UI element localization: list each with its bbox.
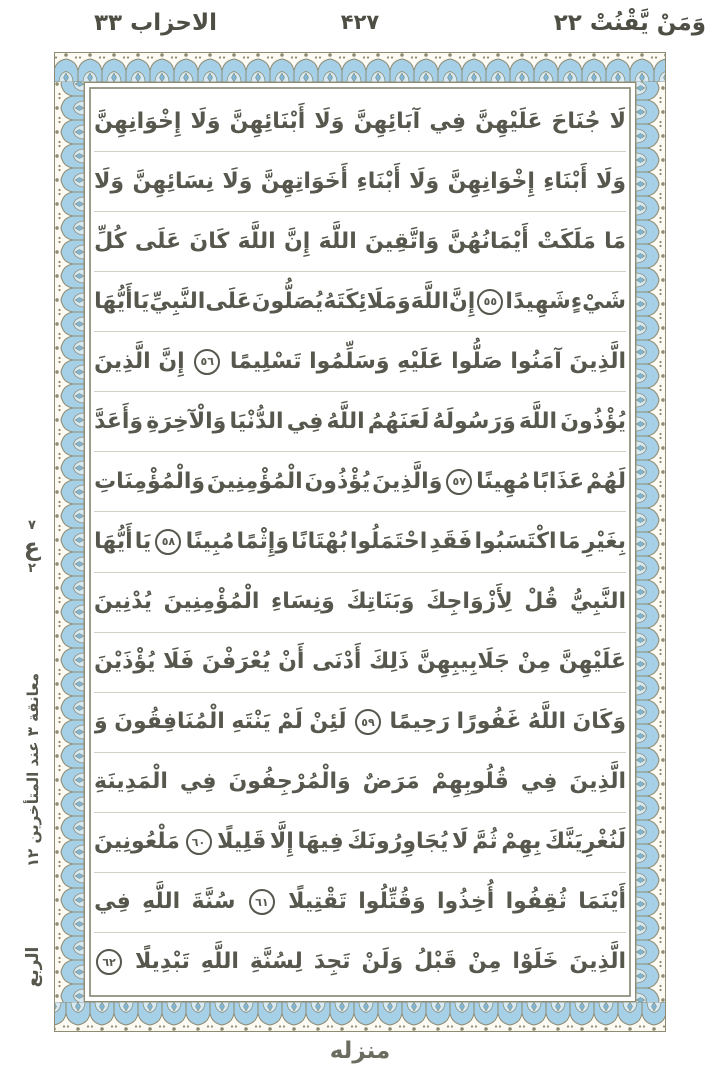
quran-word: يُؤْذُونَ — [560, 408, 626, 434]
quran-word: وَاتَّقِينَ — [365, 228, 440, 254]
quran-line — [94, 512, 626, 572]
quran-word: الْمَدِينَةِ — [94, 769, 168, 795]
quran-word: كَانَ — [189, 228, 230, 254]
quran-word: الدُّنْيَا — [229, 408, 284, 434]
quran-word: آمَنُوا — [510, 348, 562, 374]
quran-word: اللَّهَ — [318, 228, 357, 254]
quran-word: الْمُؤْمِنِينَ — [206, 468, 303, 494]
quran-word: فِي — [520, 769, 558, 795]
quran-word: مُهِينًا — [476, 468, 531, 494]
quran-word: سُنَّةَ — [191, 889, 236, 915]
ruku-letter: ع — [23, 533, 41, 562]
quran-word: ذَلِكَ — [369, 649, 410, 675]
quran-word: فِي — [94, 889, 131, 915]
quran-word: وَإِثْمًا — [236, 528, 290, 554]
quran-word: ثُمَّ — [472, 829, 498, 855]
quran-word: فِيهَا — [297, 829, 344, 855]
quran-word: تَبْدِيلًا — [134, 949, 190, 975]
quran-word: أَخَوَاتِهِنَّ — [260, 168, 349, 194]
quarter-marker: الربع — [23, 946, 43, 988]
quran-word: وَلَا — [190, 108, 221, 134]
quran-word: يَا — [134, 528, 152, 554]
quran-word: شَيْءٍ — [570, 288, 626, 314]
quran-line — [94, 392, 626, 452]
quran-line — [94, 452, 626, 512]
ruku-number-top: ۷ — [28, 518, 36, 534]
quran-line — [94, 813, 626, 873]
quran-word: أَيُّهَا — [94, 288, 133, 314]
quran-word: عَلَيْهِنَّ — [475, 108, 543, 134]
quran-word: فِي — [179, 769, 217, 795]
quran-word: فِي — [286, 408, 324, 434]
quran-word: وَالْمُؤْمِنَاتِ — [94, 468, 206, 494]
ayah-end-marker: ٦٢ — [96, 949, 122, 975]
quran-word: عَلَى — [205, 288, 252, 314]
quran-word: لَهُمْ — [585, 468, 626, 494]
quran-word: أُخِذُوا — [436, 889, 495, 915]
quran-line — [94, 633, 626, 693]
quran-word: وَأَعَدَّ — [94, 408, 144, 434]
quran-word: يَنْتَهِ — [231, 709, 271, 735]
quran-text-block — [94, 92, 626, 992]
quran-word: عَذَابًا — [532, 468, 585, 494]
quran-word: مُبِينًا — [185, 528, 235, 554]
quran-line — [94, 152, 626, 212]
quran-word: الْمُنَافِقُونَ — [114, 709, 225, 735]
quran-word: اللَّهَ — [410, 288, 449, 314]
quran-word: فَقَدِ — [429, 528, 473, 554]
quran-word: شَهِيدًا — [505, 288, 571, 314]
quran-word: لِأَزْوَاجِكَ — [426, 589, 513, 615]
quran-word: إِخْوَانِهِنَّ — [94, 108, 182, 134]
quran-word: مَا — [604, 228, 626, 254]
quran-word: وَسَلِّمُوا — [309, 348, 390, 374]
quran-word: وَلَا — [314, 108, 345, 134]
quran-word: عَلَيْهِنَّ — [558, 649, 626, 675]
quran-word: قَلِيلًا — [217, 829, 267, 855]
ayah-end-marker: ٦١ — [249, 889, 275, 915]
quran-word: يُؤْذَيْنَ — [94, 649, 156, 675]
quran-word: عَلَى — [134, 228, 182, 254]
quran-word: اللَّهَ — [237, 228, 276, 254]
quran-word: وَالْمُرْجِفُونَ — [228, 769, 351, 795]
quran-word: يُدْنِينَ — [94, 589, 153, 615]
quran-word: لَئِنْ — [309, 709, 347, 735]
quran-word: يُؤْذُونَ — [304, 468, 371, 494]
quran-word: بُهْتَانًا — [291, 528, 348, 554]
quran-word: وَلَا — [222, 168, 253, 194]
quran-word: إِنَّ — [448, 288, 476, 314]
quran-word: تَسْلِيمًا — [229, 348, 302, 374]
quran-word: لَا — [452, 829, 469, 855]
quran-word: وَالَّذِينَ — [372, 468, 443, 494]
quran-word: بِغَيْرِ — [582, 528, 626, 554]
quran-word: الَّذِينَ — [569, 949, 626, 975]
quran-word: اللَّهُ — [326, 408, 365, 434]
quran-word: مَلْعُونِينَ — [94, 829, 180, 855]
quran-word: قُلْ — [524, 589, 559, 615]
quran-word: تَقْتِيلًا — [288, 889, 347, 915]
quran-line — [94, 212, 626, 272]
quran-word: اللَّهُ — [527, 709, 566, 735]
quran-word: فِي — [429, 108, 467, 134]
quran-word: يُعْرَفْنَ — [201, 649, 271, 675]
quran-word: اكْتَسَبُوا — [474, 528, 557, 554]
quran-word: غَفُورًا — [456, 709, 522, 735]
quran-line — [94, 873, 626, 933]
ayah-end-marker: ٥٦ — [194, 349, 220, 375]
margin-note: معانقة ۳ عند المتأخرين ۱۲ — [24, 672, 42, 868]
quran-word: قَبْلُ — [414, 949, 458, 975]
quran-word: لِسُنَّةِ — [249, 949, 303, 975]
quran-line — [94, 693, 626, 753]
quran-word: أَبْنَاءِ — [356, 168, 401, 194]
ayah-end-marker: ٥٧ — [446, 469, 472, 495]
quran-word: إِخْوَانِهِنَّ — [447, 168, 535, 194]
quran-word: يُصَلُّونَ — [251, 288, 324, 314]
quran-word: مِنْ — [517, 649, 552, 675]
ruku-number-bottom: ۲ — [28, 560, 36, 576]
quran-word: كُلِّ — [94, 228, 127, 254]
quran-word: أَدْنَى — [312, 649, 362, 675]
quran-word: أَيُّهَا — [94, 528, 133, 554]
quran-line — [94, 92, 626, 152]
quran-word: أَبْنَاءِ — [543, 168, 588, 194]
quran-word: وَرَسُولَهُ — [432, 408, 516, 434]
quran-line — [94, 933, 626, 992]
quran-word: عَلَيْهِ — [397, 348, 444, 374]
quran-word: اللَّهَ — [518, 408, 558, 434]
quran-word: النَّبِيُّ — [569, 589, 626, 615]
quran-word: جَلَابِيبِهِنَّ — [416, 649, 510, 675]
quran-word: وَالْآخِرَةِ — [146, 408, 227, 434]
quran-word: إِنَّ — [283, 228, 311, 254]
surah-marker: الاحزاب ۳۳ — [94, 10, 217, 36]
quran-word: وَلَنْ — [361, 949, 404, 975]
quran-word: النَّبِيِّ — [149, 288, 206, 314]
quran-word: خَلَوْا — [512, 949, 559, 975]
ayah-end-marker: ٦٠ — [186, 829, 212, 855]
quran-word: وَلَا — [595, 168, 626, 194]
quran-word: رَحِيمًا — [389, 709, 450, 735]
quran-word: يَا — [132, 288, 150, 314]
quran-word: لَعَنَهُمُ — [367, 408, 430, 434]
ayah-end-marker: ٥٩ — [355, 709, 381, 735]
quran-word: فَلَا — [163, 649, 195, 675]
quran-word: إِنَّ — [158, 348, 185, 374]
quran-word: أَبْنَائِهِنَّ — [229, 108, 306, 134]
quran-word: جُنَاحَ — [551, 108, 601, 134]
quran-line — [94, 753, 626, 813]
quran-word: نِسَائِهِنَّ — [132, 168, 214, 194]
ayah-end-marker: ٥٥ — [477, 289, 503, 315]
quran-word: مَرَضٌ — [362, 769, 420, 795]
quran-word: أَيْنَمَا — [578, 889, 626, 915]
quran-word: وَمَلَائِكَتَهُ — [323, 288, 411, 314]
quran-word: مِنْ — [468, 949, 502, 975]
quran-word: الَّذِينَ — [94, 348, 151, 374]
quran-word: لَا — [609, 108, 626, 134]
ayah-end-marker: ٥٨ — [155, 529, 181, 555]
quran-word: وَبَنَاتِكَ — [346, 589, 415, 615]
quran-word: أَنْ — [278, 649, 305, 675]
quran-word: ثُقِفُوا — [505, 889, 567, 915]
quran-word: احْتَمَلُوا — [349, 528, 428, 554]
quran-line — [94, 272, 626, 332]
quran-word: مَلَكَتْ — [537, 228, 596, 254]
quran-line — [94, 573, 626, 633]
quran-word: وَقُتِّلُوا — [358, 889, 426, 915]
quran-line — [94, 332, 626, 392]
quran-word: وَ — [94, 709, 108, 735]
quran-word: إِلَّا — [269, 829, 294, 855]
quran-word: مَا — [558, 528, 581, 554]
quran-word: صَلُّوا — [451, 348, 503, 374]
quran-word: بِهِمْ — [501, 829, 542, 855]
quran-word: وَكَانَ — [572, 709, 626, 735]
quran-word: الْمُؤْمِنِينَ — [163, 589, 260, 615]
quran-word: وَنِسَاءِ — [271, 589, 335, 615]
quran-word: اللَّهِ — [200, 949, 239, 975]
juz-marker: وَمَنْ يَّقْنُتْ ۲۲ — [553, 10, 706, 36]
quran-word: الَّذِينَ — [569, 348, 626, 374]
quran-word: لَمْ — [277, 709, 303, 735]
quran-word: اللَّهِ — [142, 889, 181, 915]
quran-word: لَنُغْرِيَنَّكَ — [544, 829, 626, 855]
quran-word: تَجِدَ — [313, 949, 351, 975]
quran-word: يُجَاوِرُونَكَ — [347, 829, 449, 855]
quran-word: وَلَا — [94, 168, 125, 194]
catchword: منزله — [329, 1038, 391, 1064]
quran-word: قُلُوبِهِمْ — [431, 769, 509, 795]
quran-word: آبَائِهِنَّ — [353, 108, 421, 134]
quran-word: وَلَا — [409, 168, 440, 194]
quran-word: أَيْمَانُهُنَّ — [447, 228, 529, 254]
page-number: ۴۲۷ — [340, 10, 380, 34]
quran-word: الَّذِينَ — [569, 769, 626, 795]
ruku-margin-marker — [14, 498, 50, 598]
